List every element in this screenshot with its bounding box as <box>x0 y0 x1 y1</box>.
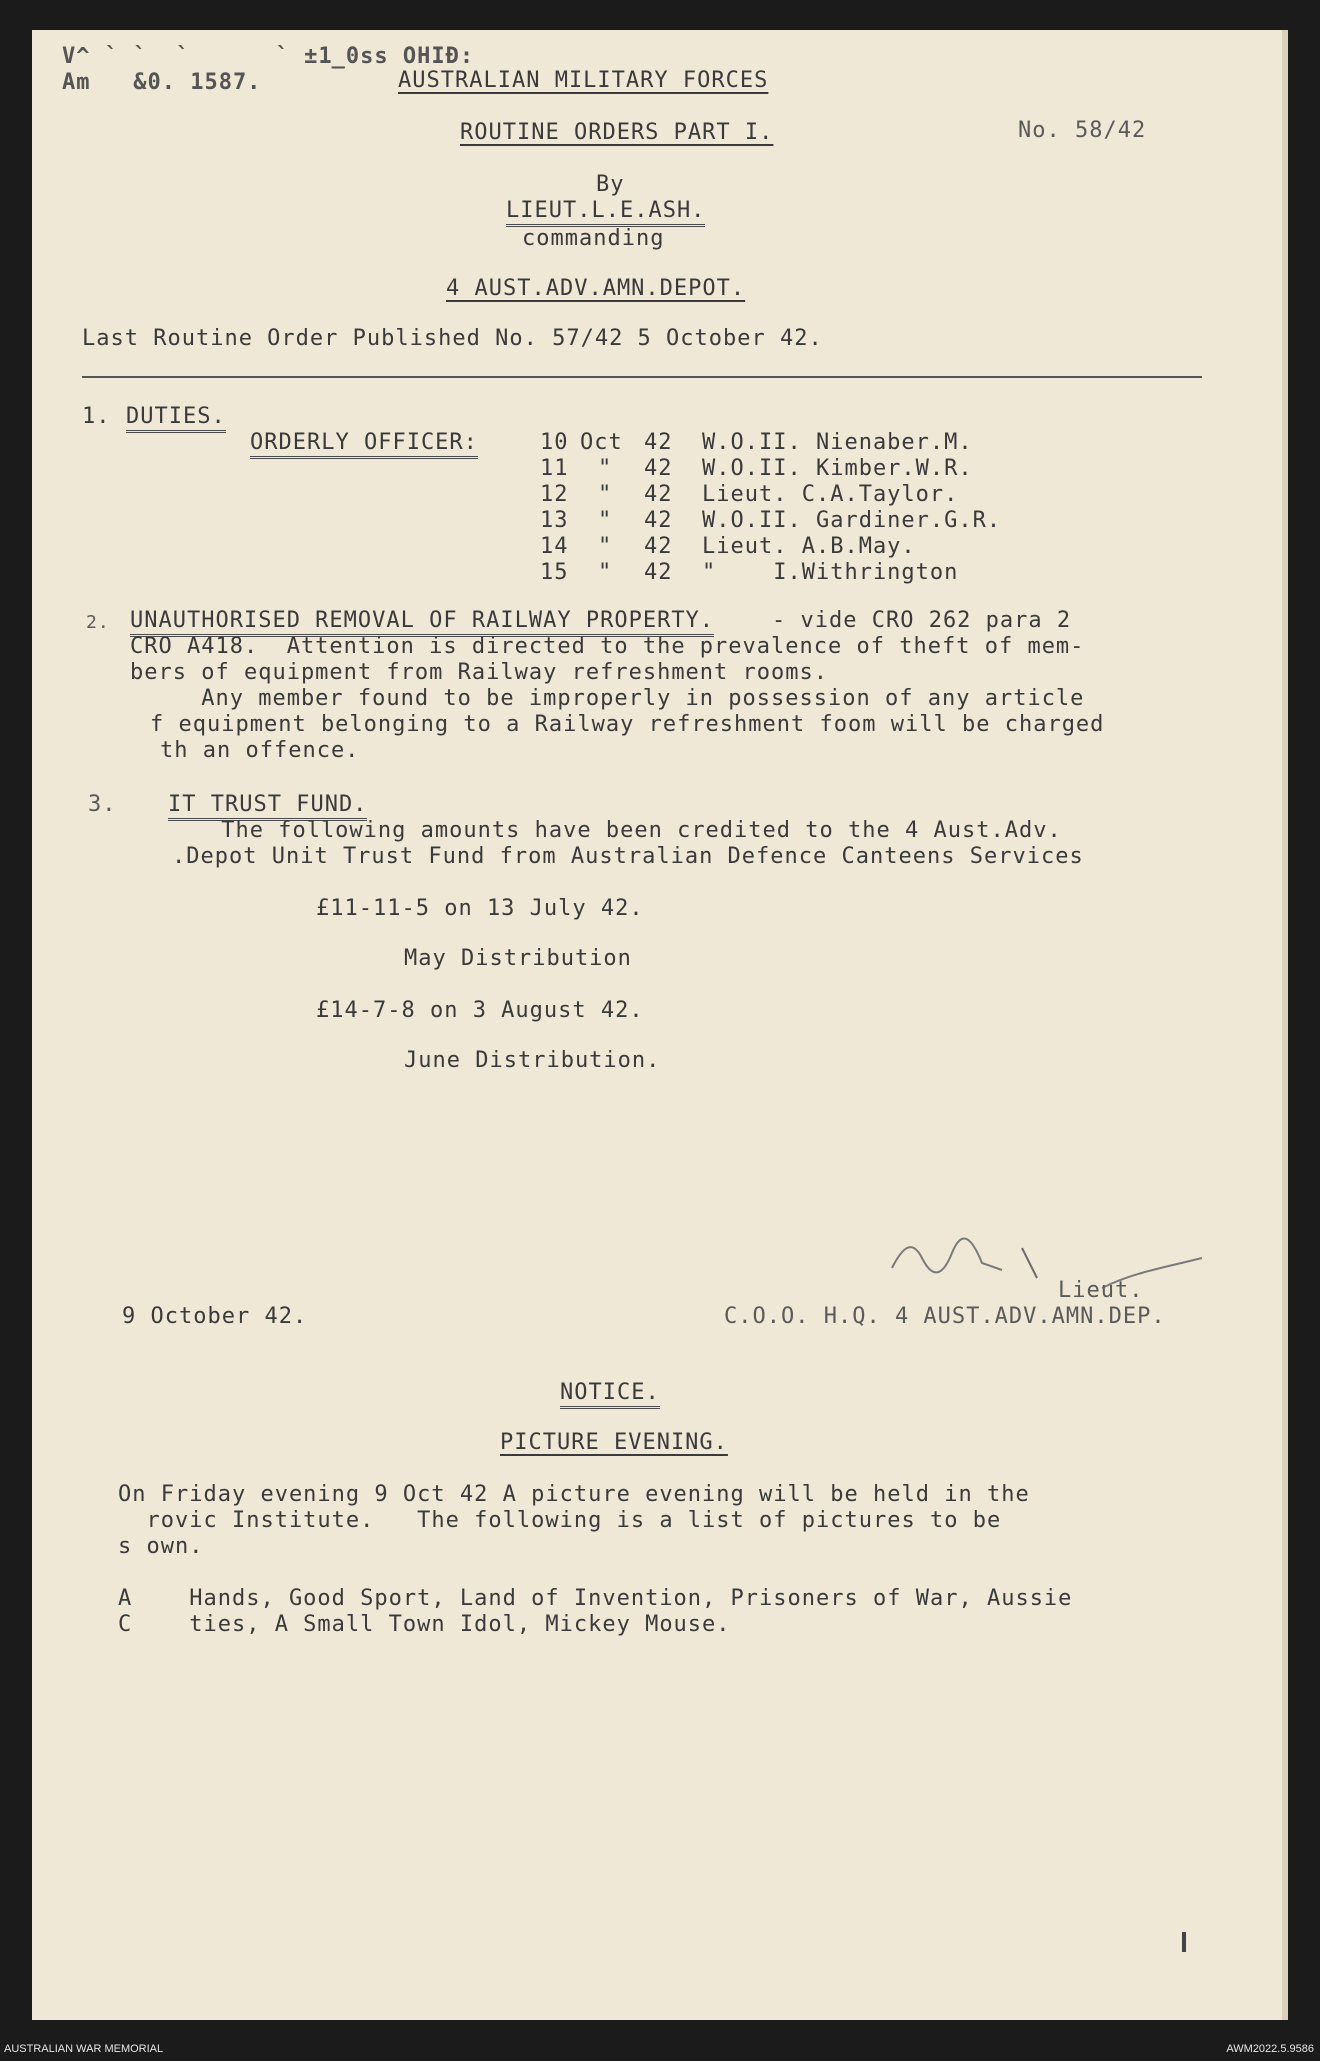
signature <box>872 1218 1212 1298</box>
railway-line-5: f equipment belonging to a Railway refreshment foom will be charged <box>150 712 1105 737</box>
archive-credit: AUSTRALIAN WAR MEMORIAL <box>4 2043 164 2055</box>
duty-row-month: " <box>598 560 613 585</box>
section-3-number: 3. <box>88 792 117 817</box>
duty-row-month: " <box>598 456 613 481</box>
archive-reference: AWM2022.5.9586 <box>1226 2043 1314 2055</box>
duty-row-month: " <box>598 482 613 507</box>
railway-line-1: - vide CRO 262 para 2 <box>772 608 1072 633</box>
railway-line-6: th an offence. <box>160 738 360 763</box>
notice-line-5: C ties, A Small Town Idol, Mickey Mouse. <box>118 1612 731 1637</box>
duty-row-month: " <box>598 508 613 533</box>
duty-row-year: 42 <box>644 482 673 507</box>
duty-row-month: Oct <box>580 430 623 455</box>
last-order-line: Last Routine Order Published No. 57/42 5 October 42. <box>82 326 823 351</box>
duty-row-year: 42 <box>644 430 673 455</box>
signatory-rank: Lieut. <box>1058 1278 1144 1303</box>
order-date: 9 October 42. <box>122 1304 308 1329</box>
page-mark <box>1182 1932 1186 1952</box>
duty-row-day: 15 <box>540 560 569 585</box>
document-title: AUSTRALIAN MILITARY FORCES <box>398 68 769 93</box>
railway-line-2: CRO A418. Attention is directed to the prevalence of theft of mem- <box>130 634 1085 659</box>
notice-title: NOTICE. <box>560 1380 660 1409</box>
order-number: No. 58/42 <box>1018 118 1147 143</box>
document-page <box>32 30 1288 2020</box>
notice-subtitle: PICTURE EVENING. <box>500 1430 728 1455</box>
section-2-number: 2. <box>86 612 110 633</box>
orders-title: ROUTINE ORDERS PART I. <box>460 120 774 145</box>
stamp-line-1: V^ ` ` ` ` ±1̲0ss OHIÐ: <box>62 44 475 69</box>
trust-distribution-1: May Distribution <box>404 946 632 971</box>
duty-row-month: " <box>598 534 613 559</box>
unit-name: 4 AUST.ADV.AMN.DEPOT. <box>446 276 746 301</box>
duty-row-day: 12 <box>540 482 569 507</box>
duty-row-year: 42 <box>644 560 673 585</box>
duty-row-name: W.O.II. Nienaber.M. <box>702 430 973 455</box>
duty-row-year: 42 <box>644 456 673 481</box>
trust-amount-1: £11-11-5 on 13 July 42. <box>316 896 644 921</box>
notice-line-1: On Friday evening 9 Oct 42 A picture evening will be held in the <box>118 1482 1030 1507</box>
duty-row-day: 10 <box>540 430 569 455</box>
stamp-line-2: Am &0. 1587. <box>62 70 262 95</box>
notice-line-4: A Hands, Good Sport, Land of Invention, Prisoners of War, Aussie <box>118 1586 1073 1611</box>
trust-fund-heading: IT TRUST FUND. <box>168 792 367 821</box>
duty-row-name: W.O.II. Gardiner.G.R. <box>702 508 1002 533</box>
section-1-number: 1. <box>82 404 111 429</box>
duties-heading: DUTIES. <box>126 404 226 433</box>
commanding-label: commanding <box>522 226 665 251</box>
header-divider <box>82 376 1202 378</box>
trust-amount-2: £14-7-8 on 3 August 42. <box>316 998 644 1023</box>
duty-row-year: 42 <box>644 508 673 533</box>
trust-line-2: .Depot Unit Trust Fund from Australian Defence Canteens Services <box>172 844 1084 869</box>
trust-distribution-2: June Distribution. <box>404 1048 661 1073</box>
signatory-office: C.O.O. H.Q. 4 AUST.ADV.AMN.DEP. <box>724 1304 1166 1329</box>
notice-line-2: rovic Institute. The following is a list of pictures to be <box>118 1508 1002 1533</box>
orderly-officer-label: ORDERLY OFFICER: <box>250 430 478 459</box>
duty-row-name: Lieut. A.B.May. <box>702 534 916 559</box>
duty-row-name: W.O.II. Kimber.W.R. <box>702 456 973 481</box>
duty-row-day: 13 <box>540 508 569 533</box>
railway-heading: UNAUTHORISED REMOVAL OF RAILWAY PROPERTY. <box>130 608 714 637</box>
railway-line-3: bers of equipment from Railway refreshment rooms. <box>130 660 829 685</box>
duty-row-name: Lieut. C.A.Taylor. <box>702 482 959 507</box>
duty-row-name: " I.Withrington <box>702 560 959 585</box>
duty-row-year: 42 <box>644 534 673 559</box>
railway-line-4: Any member found to be improperly in possession of any article <box>130 686 1085 711</box>
duty-row-day: 11 <box>540 456 569 481</box>
notice-line-3: s own. <box>118 1534 204 1559</box>
by-label: By <box>596 172 625 197</box>
trust-line-1: The following amounts have been credited to the 4 Aust.Adv. <box>150 818 1062 843</box>
duty-row-day: 14 <box>540 534 569 559</box>
commanding-officer: LIEUT.L.E.ASH. <box>506 198 705 227</box>
